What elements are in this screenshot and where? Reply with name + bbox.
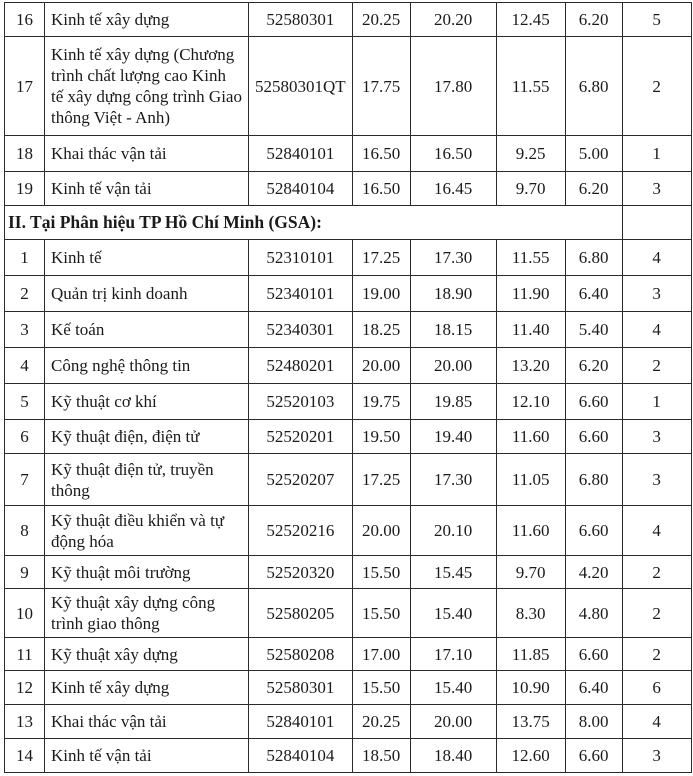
- count: 4: [622, 705, 691, 739]
- score-4: 6.20: [565, 3, 622, 37]
- score-4: 8.00: [565, 705, 622, 739]
- row-number: 16: [5, 3, 45, 37]
- score-3: 11.55: [496, 240, 565, 276]
- score-2: 17.80: [410, 37, 496, 136]
- row-number: 11: [5, 638, 45, 671]
- program-name: Kinh tế xây dựng: [45, 671, 249, 705]
- program-code: 52340301: [249, 312, 353, 348]
- score-1: 20.00: [352, 506, 410, 556]
- score-1: 16.50: [352, 172, 410, 206]
- table-row: [5, 37, 692, 136]
- table-row: [5, 136, 692, 172]
- program-name: Kinh tế vận tải: [45, 172, 249, 206]
- score-2: 20.00: [410, 705, 496, 739]
- table-row: [5, 240, 692, 276]
- score-3: 12.45: [496, 3, 565, 37]
- program-name: Công nghệ thông tin: [45, 348, 249, 384]
- score-3: 9.70: [496, 172, 565, 206]
- score-2: 16.45: [410, 172, 496, 206]
- program-code: 52340101: [249, 276, 353, 312]
- table-row: [5, 671, 692, 705]
- score-4: 5.00: [565, 136, 622, 172]
- program-code: 52840101: [249, 705, 353, 739]
- program-name: Kế toán: [45, 312, 249, 348]
- program-name: Kỹ thuật cơ khí: [45, 384, 249, 420]
- score-4: 4.20: [565, 556, 622, 589]
- score-1: 20.00: [352, 348, 410, 384]
- section-title: II. Tại Phân hiệu TP Hồ Chí Minh (GSA):: [5, 206, 623, 240]
- score-1: 16.50: [352, 136, 410, 172]
- score-2: 18.90: [410, 276, 496, 312]
- score-3: 13.20: [496, 348, 565, 384]
- program-code: 52840104: [249, 172, 353, 206]
- program-code: 52580301QT: [249, 37, 353, 136]
- row-number: 1: [5, 240, 45, 276]
- table-row: [5, 454, 692, 506]
- program-code: 52520320: [249, 556, 353, 589]
- score-4: 5.40: [565, 312, 622, 348]
- score-1: 17.75: [352, 37, 410, 136]
- score-2: 17.30: [410, 240, 496, 276]
- count: 4: [622, 240, 691, 276]
- row-number: 7: [5, 454, 45, 506]
- score-3: 12.10: [496, 384, 565, 420]
- row-number: 8: [5, 506, 45, 556]
- score-2: 17.10: [410, 638, 496, 671]
- count: 2: [622, 348, 691, 384]
- score-1: 19.00: [352, 276, 410, 312]
- program-code: 52580301: [249, 3, 353, 37]
- program-name: Khai thác vận tải: [45, 705, 249, 739]
- row-number: 14: [5, 739, 45, 773]
- table-row: [5, 384, 692, 420]
- program-code: 52580205: [249, 589, 353, 638]
- score-2: 20.00: [410, 348, 496, 384]
- table-row: [5, 556, 692, 589]
- score-3: 11.90: [496, 276, 565, 312]
- row-number: 3: [5, 312, 45, 348]
- score-1: 19.75: [352, 384, 410, 420]
- admission-score-table: [4, 2, 692, 773]
- count: 2: [622, 556, 691, 589]
- program-code: 52520207: [249, 454, 353, 506]
- score-1: 15.50: [352, 671, 410, 705]
- score-1: 15.50: [352, 589, 410, 638]
- table-row: [5, 638, 692, 671]
- score-3: 12.60: [496, 739, 565, 773]
- count: 4: [622, 312, 691, 348]
- program-code: 52840104: [249, 739, 353, 773]
- row-number: 6: [5, 420, 45, 454]
- score-1: 18.50: [352, 739, 410, 773]
- score-4: 6.20: [565, 348, 622, 384]
- row-number: 5: [5, 384, 45, 420]
- program-name: Quản trị kinh doanh: [45, 276, 249, 312]
- table-row: [5, 348, 692, 384]
- score-3: 11.60: [496, 506, 565, 556]
- score-4: 6.80: [565, 454, 622, 506]
- score-4: 6.80: [565, 240, 622, 276]
- score-2: 15.40: [410, 589, 496, 638]
- score-2: 15.45: [410, 556, 496, 589]
- row-number: 4: [5, 348, 45, 384]
- program-code: 52520103: [249, 384, 353, 420]
- program-code: 52520216: [249, 506, 353, 556]
- score-2: 17.30: [410, 454, 496, 506]
- score-3: 11.40: [496, 312, 565, 348]
- program-code: 52580301: [249, 671, 353, 705]
- program-name: Khai thác vận tải: [45, 136, 249, 172]
- score-2: 20.20: [410, 3, 496, 37]
- row-number: 19: [5, 172, 45, 206]
- program-code: 52840101: [249, 136, 353, 172]
- score-1: 20.25: [352, 705, 410, 739]
- program-code: 52580208: [249, 638, 353, 671]
- table-row: [5, 589, 692, 638]
- score-3: 11.05: [496, 454, 565, 506]
- program-name: Kỹ thuật điện tử, truyền thông: [45, 454, 249, 506]
- score-2: 16.50: [410, 136, 496, 172]
- table-body: [5, 3, 692, 773]
- score-1: 15.50: [352, 556, 410, 589]
- count: 2: [622, 638, 691, 671]
- score-1: 17.25: [352, 240, 410, 276]
- score-4: 6.60: [565, 638, 622, 671]
- count: 2: [622, 589, 691, 638]
- score-2: 19.85: [410, 384, 496, 420]
- score-4: 6.80: [565, 37, 622, 136]
- count: 3: [622, 454, 691, 506]
- score-1: 20.25: [352, 3, 410, 37]
- program-name: Kỹ thuật môi trường: [45, 556, 249, 589]
- count: 6: [622, 671, 691, 705]
- score-4: 4.80: [565, 589, 622, 638]
- count: 3: [622, 276, 691, 312]
- score-3: 11.55: [496, 37, 565, 136]
- score-4: 6.60: [565, 420, 622, 454]
- score-1: 18.25: [352, 312, 410, 348]
- table-row: [5, 312, 692, 348]
- score-3: 13.75: [496, 705, 565, 739]
- row-number: 18: [5, 136, 45, 172]
- score-3: 10.90: [496, 671, 565, 705]
- program-name: Kỹ thuật xây dựng: [45, 638, 249, 671]
- score-2: 19.40: [410, 420, 496, 454]
- count: 3: [622, 172, 691, 206]
- score-2: 18.40: [410, 739, 496, 773]
- score-3: 8.30: [496, 589, 565, 638]
- score-4: 6.60: [565, 739, 622, 773]
- score-4: 6.60: [565, 384, 622, 420]
- score-4: 6.20: [565, 172, 622, 206]
- program-name: Kỹ thuật xây dựng công trình giao thông: [45, 589, 249, 638]
- count: 1: [622, 384, 691, 420]
- score-4: 6.40: [565, 671, 622, 705]
- table-row: [5, 739, 692, 773]
- table-row: [5, 506, 692, 556]
- section-empty-cell: [622, 206, 691, 240]
- score-3: 11.85: [496, 638, 565, 671]
- program-name: Kỹ thuật điện, điện tử: [45, 420, 249, 454]
- program-code: 52480201: [249, 348, 353, 384]
- table-row: [5, 420, 692, 454]
- table-row: [5, 172, 692, 206]
- score-2: 20.10: [410, 506, 496, 556]
- count: 1: [622, 136, 691, 172]
- row-number: 2: [5, 276, 45, 312]
- score-3: 11.60: [496, 420, 565, 454]
- score-3: 9.70: [496, 556, 565, 589]
- table-row: [5, 3, 692, 37]
- score-4: 6.40: [565, 276, 622, 312]
- count: 5: [622, 3, 691, 37]
- program-name: Kinh tế: [45, 240, 249, 276]
- row-number: 17: [5, 37, 45, 136]
- row-number: 10: [5, 589, 45, 638]
- count: 4: [622, 506, 691, 556]
- table-row: [5, 705, 692, 739]
- program-name: Kinh tế xây dựng: [45, 3, 249, 37]
- count: 2: [622, 37, 691, 136]
- program-code: 52520201: [249, 420, 353, 454]
- count: 3: [622, 739, 691, 773]
- row-number: 9: [5, 556, 45, 589]
- score-4: 6.60: [565, 506, 622, 556]
- table-row: [5, 276, 692, 312]
- score-2: 15.40: [410, 671, 496, 705]
- row-number: 12: [5, 671, 45, 705]
- program-name: Kinh tế xây dựng (Chương trình chất lượng cao Kinh tế xây dựng công trình Giao thông Việt - Anh): [45, 37, 249, 136]
- score-1: 19.50: [352, 420, 410, 454]
- score-2: 18.15: [410, 312, 496, 348]
- program-name: Kỹ thuật điều khiển và tự động hóa: [45, 506, 249, 556]
- admission-score-table-page: [4, 2, 692, 773]
- score-1: 17.25: [352, 454, 410, 506]
- program-code: 52310101: [249, 240, 353, 276]
- score-3: 9.25: [496, 136, 565, 172]
- count: 3: [622, 420, 691, 454]
- row-number: 13: [5, 705, 45, 739]
- program-name: Kinh tế vận tải: [45, 739, 249, 773]
- score-1: 17.00: [352, 638, 410, 671]
- section-header-row: [5, 206, 692, 240]
